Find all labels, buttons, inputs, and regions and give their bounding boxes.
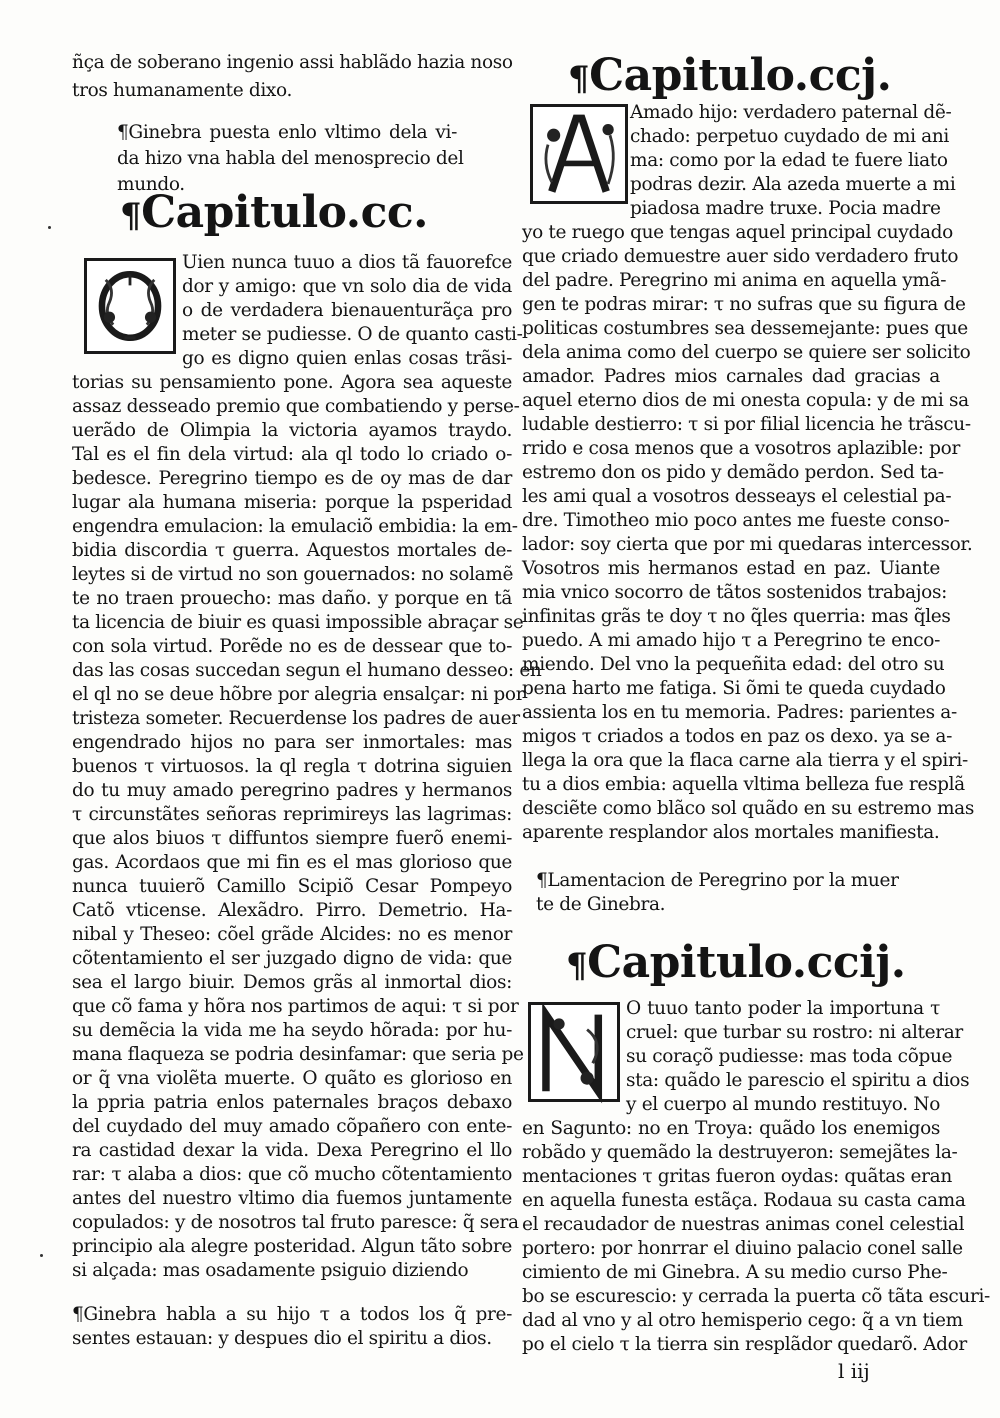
text-line: go es digno quien enlas cosas trãsi- bbox=[182, 348, 512, 369]
text-line: or q̃ vna violẽta muerte. O quãto es glorioso en bbox=[72, 1068, 512, 1089]
text-line: robãdo y quemãdo la destruyeron: semejãtes la- bbox=[522, 1142, 958, 1163]
pilcrow-mark: ¶ bbox=[120, 196, 142, 236]
signature-mark: l iij bbox=[838, 1359, 870, 1383]
text-line: pena harto me fatiga. Si õmi te queda cuydado bbox=[522, 678, 946, 699]
text-line: uerãdo de Olimpia la victoria ayamos traydo. bbox=[72, 420, 512, 441]
text-line: copulados: y de nosotros tal fruto paresce: q̃ sera bbox=[72, 1212, 519, 1233]
text-line: estremo don os pido y demãdo perdon. Sed ta- bbox=[522, 462, 944, 483]
text-line: rar: τ alaba a dios: que cõ mucho cõtentamiento bbox=[72, 1164, 512, 1185]
text-line: yo te ruego que tengas aquel principal cuydado bbox=[522, 222, 953, 243]
rubric-line: sentes estauan: y despues dio el spiritu a dios. bbox=[72, 1328, 492, 1349]
text-line: antes del nuestro vltimo dia fuemos juntamente bbox=[72, 1188, 512, 1209]
text-line: engendrado hijos no para ser inmortales: mas bbox=[72, 732, 512, 753]
text-line: lugar ala humana miseria: porque la psperidad bbox=[72, 492, 512, 513]
text-line: do tu muy amado peregrino padres y hermanos bbox=[72, 780, 512, 801]
print-speck bbox=[40, 1254, 43, 1257]
text-line: bedesce. Peregrino tiempo es de oy mas de dar bbox=[72, 468, 512, 489]
text-line: cruel: que turbar su rostro: ni alterar bbox=[626, 1022, 963, 1043]
text-line: si alçada: mas osadamente psiguio diziendo bbox=[72, 1260, 469, 1281]
text-line: Tal es el fin dela virtud: ala ql todo lo criado o- bbox=[72, 444, 512, 465]
rubric-line: ¶Ginebra habla a su hijo τ a todos los q̃ pre- bbox=[72, 1304, 512, 1325]
text-line: portero: por honrrar el diuino palacio conel salle bbox=[522, 1238, 963, 1259]
text-line: ludable destierro: τ si por filial licencia he trãscu- bbox=[522, 414, 971, 435]
text-line: ta licencia de biuir es quasi impossible abraçar se bbox=[72, 612, 524, 633]
text-line: lador: soy cierta que por mi quedaras intercessor. bbox=[522, 534, 973, 555]
text-line: amador. Padres mios carnales dad gracias a bbox=[522, 366, 940, 387]
text-line: O tuuo tanto poder la importuna τ bbox=[626, 998, 940, 1019]
text-line: te no traen prouecho: mas daño. y porque en tã bbox=[72, 588, 512, 609]
rubric-line: mundo. bbox=[117, 174, 185, 195]
text-line: tros humanamente dixo. bbox=[72, 80, 292, 101]
text-line: y el cuerpo al mundo restituyo. No bbox=[626, 1094, 940, 1115]
decorated-initial-q bbox=[84, 258, 176, 354]
pilcrow-mark: ¶ bbox=[566, 946, 588, 986]
chapter-heading-cci bbox=[568, 48, 891, 104]
text-line: dad al vno y al otro hemisperio cego: q̃ a vn tiem bbox=[522, 1310, 963, 1331]
text-line: que criado demuestre auer sido verdadero fruto bbox=[522, 246, 959, 267]
text-line: migos τ criados a todos en paz os dexo. ya se a- bbox=[522, 726, 952, 747]
text-line: ñça de soberano ingenio assi hablãdo hazia noso bbox=[72, 52, 513, 73]
text-line: τ circunstãtes señoras reprimireys las lagrimas: bbox=[72, 804, 512, 825]
text-line: Amado hijo: verdadero paternal dẽ- bbox=[630, 102, 952, 123]
text-line: meter se pudiesse. O de quanto casti- bbox=[182, 324, 523, 345]
text-line: aparente resplandor alos mortales manifiesta. bbox=[522, 822, 940, 843]
text-line: ma: como por la edad te fuere liato bbox=[630, 150, 948, 171]
text-line: puedo. A mi amado hijo τ a Peregrino te enco- bbox=[522, 630, 940, 651]
text-line: en Sagunto: no en Troya: quãdo los enemigos bbox=[522, 1118, 940, 1139]
text-line: cimiento de mi Ginebra. A su medio curso Phe- bbox=[522, 1262, 948, 1283]
text-line: Catõ vticense. Alexãdro. Pirro. Demetrio. Ha- bbox=[72, 900, 512, 921]
rubric-line: te de Ginebra. bbox=[536, 894, 666, 915]
chapter-title: Capitulo.cc. bbox=[141, 187, 428, 238]
text-line: dre. Timotheo mio poco antes me fueste conso- bbox=[522, 510, 950, 531]
text-line: la ppria patria enlos paternales braços debaxo bbox=[72, 1092, 512, 1113]
rubric-line: da hizo vna habla del menosprecio del bbox=[117, 148, 464, 169]
text-line: su coraçõ pudiesse: mas toda cõpue bbox=[626, 1046, 953, 1067]
text-line: assaz desseado premio que combatiendo y perse- bbox=[72, 396, 520, 417]
text-line: su demẽcia la vida me ha seydo hõrada: por hu- bbox=[72, 1020, 512, 1041]
text-line: dor y amigo: que vn solo dia de vida bbox=[182, 276, 512, 297]
rubric-line: ¶Lamentacion de Peregrino por la muer bbox=[536, 870, 899, 891]
pilcrow-mark: ¶ bbox=[568, 59, 590, 99]
text-line: po el cielo τ la tierra sin resplãdor quedarõ. Ador bbox=[522, 1334, 967, 1355]
text-line: del cuydado del muy amado cõpañero con ente- bbox=[72, 1116, 512, 1137]
text-line: chado: perpetuo cuydado de mi ani bbox=[630, 126, 949, 147]
text-line: nibal y Theseo: cõel grãde Alcides: no es menor bbox=[72, 924, 512, 945]
print-speck bbox=[48, 226, 51, 229]
text-line: engendra emulacion: la emulaciõ embidia: la em- bbox=[72, 516, 518, 537]
text-line: tu a dios embia: aquella vltima belleza fue resplã bbox=[522, 774, 965, 795]
chapter-title: Capitulo.ccij. bbox=[587, 937, 906, 988]
text-line: aquel eterno dios de mi onesta copula: y de mi sa bbox=[522, 390, 969, 411]
text-line: bidia discordia τ guerra. Aquestos mortales de- bbox=[72, 540, 512, 561]
text-line: gen te podras mirar: τ no sufras que su figura de bbox=[522, 294, 966, 315]
text-line: buenos τ virtuosos. la ql regla τ dotrina siguien bbox=[72, 756, 512, 777]
text-line: cõtentamiento el ser juzgado digno de vida: que bbox=[72, 948, 512, 969]
text-line: el ql no se deue hõbre por alegria ensalçar: ni por bbox=[72, 684, 525, 705]
decorated-initial-a bbox=[530, 104, 628, 204]
text-line: Vosotros mis hermanos estad en paz. Uiante bbox=[522, 558, 940, 579]
text-line: o de verdadera bienauenturãça pro bbox=[182, 300, 512, 321]
text-line: que cõ fama y hõra nos partimos de aqui: τ si por bbox=[72, 996, 519, 1017]
text-line: tristeza someter. Recuerdense los padres de auer bbox=[72, 708, 520, 729]
rubric-line: ¶Ginebra puesta enlo vltimo dela vi- bbox=[117, 122, 457, 143]
text-line: das las cosas succedan segun el humano desseo: en bbox=[72, 660, 542, 681]
chapter-title: Capitulo.ccj. bbox=[589, 50, 892, 101]
text-line: leytes si de virtud no son gouernados: no solamẽ bbox=[72, 564, 514, 585]
text-line: sta: quãdo le parescio el spiritu a dios bbox=[626, 1070, 970, 1091]
text-line: miendo. Del vno la pequeñita edad: del otro su bbox=[522, 654, 945, 675]
text-line: infinitas grãs te doy τ no q̃les querria: mas q̃les bbox=[522, 606, 951, 627]
text-line: piadosa madre truxe. Pocia madre bbox=[630, 198, 941, 219]
text-line: podras dezir. Ala azeda muerte a mi bbox=[630, 174, 956, 195]
text-line: mana flaqueza se podria desinfamar: que seria pe bbox=[72, 1044, 524, 1065]
text-line: mentaciones τ gritas fueron oydas: quãtas eran bbox=[522, 1166, 952, 1187]
text-line: dela anima como del cuerpo se quiere ser solicito bbox=[522, 342, 971, 363]
text-line: del padre. Peregrino mi anima en aquella ymã- bbox=[522, 270, 947, 291]
text-line: torias su pensamiento pone. Agora sea aqueste bbox=[72, 372, 512, 393]
text-line: desciẽte como blãco sol quãdo en su estremo mas bbox=[522, 798, 974, 819]
text-line: politicas costumbres sea dessemejante: pues que bbox=[522, 318, 968, 339]
text-line: llega la ora que la flaca carne ala tierra y el spiri- bbox=[522, 750, 968, 771]
text-line: que alos biuos τ diffuntos siempre fuerõ enemi- bbox=[72, 828, 512, 849]
text-line: gas. Acordaos que mi fin es el mas glorioso que bbox=[72, 852, 512, 873]
text-line: en aquella funesta estãça. Rodaua su casta cama bbox=[522, 1190, 966, 1211]
text-line: ra castidad dexar la vida. Dexa Peregrino el llo bbox=[72, 1140, 512, 1161]
text-line: Uien nunca tuuo a dios tã fauorefce bbox=[182, 252, 512, 273]
text-line: nunca tuuierõ Camillo Scipiõ Cesar Pompeyo bbox=[72, 876, 512, 897]
text-line: mia vnico socorro de tãtos sostenidos trabajos: bbox=[522, 582, 947, 603]
text-line: sea el largo biuir. Demos grãs al inmortal dios: bbox=[72, 972, 512, 993]
text-line: rrido e cosa menos que a vosotros aplazible: por bbox=[522, 438, 960, 459]
text-line: bo se escurescio: y cerrada la puerta cõ tãta escuri- bbox=[522, 1286, 990, 1307]
text-line: principio ala alegre posteridad. Algun tãto sobre bbox=[72, 1236, 512, 1257]
chapter-heading-cc bbox=[120, 185, 428, 241]
decorated-initial-n bbox=[528, 1002, 620, 1102]
text-line: el recaudador de nuestras animas conel celestial bbox=[522, 1214, 965, 1235]
text-line: assienta los en tu memoria. Padres: parientes a- bbox=[522, 702, 957, 723]
text-line: les ami qual a vosotros desseays el celestial pa- bbox=[522, 486, 952, 507]
chapter-heading-ccii bbox=[566, 935, 906, 991]
text-line: con sola virtud. Porẽde no es de dessear que to- bbox=[72, 636, 512, 657]
